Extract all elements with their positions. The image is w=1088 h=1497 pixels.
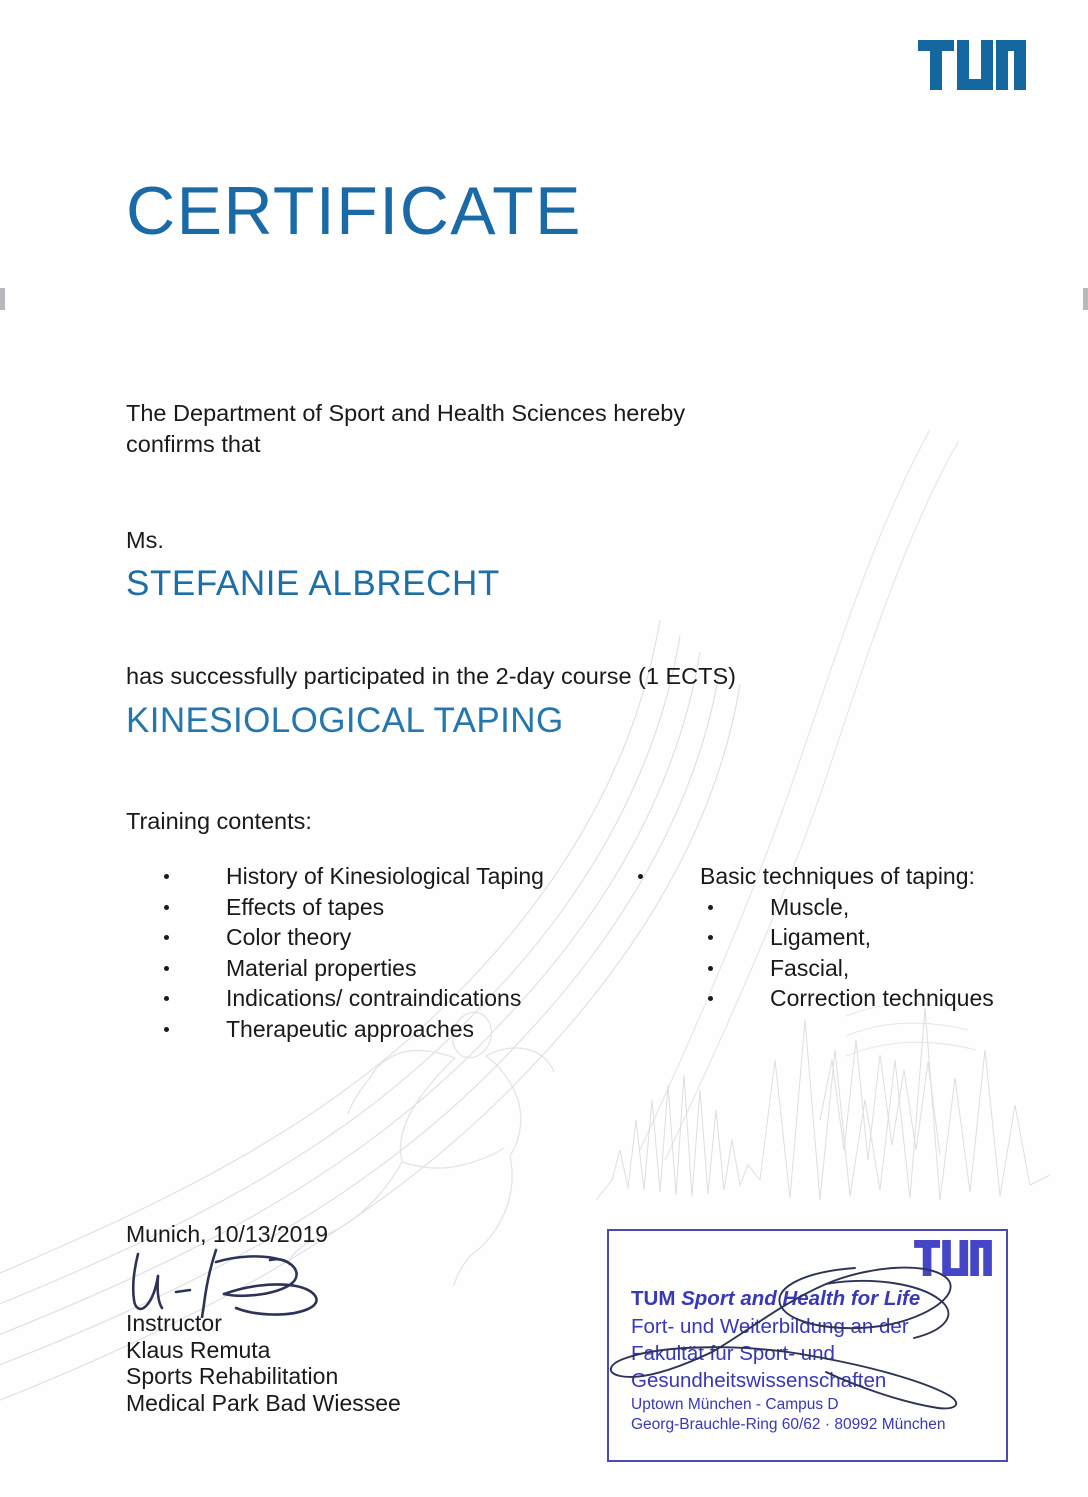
signer-name: Klaus Remuta bbox=[126, 1336, 271, 1363]
list-item bbox=[700, 953, 1050, 984]
signer-details bbox=[126, 1310, 401, 1416]
list-item-label: Basic techniques of taping: bbox=[700, 863, 975, 889]
list-item bbox=[156, 922, 636, 953]
signer-institution: Medical Park Bad Wiessee bbox=[126, 1389, 401, 1416]
training-contents-list bbox=[156, 861, 636, 1044]
list-item bbox=[156, 953, 636, 984]
stamp-tagline bbox=[631, 1287, 920, 1311]
signer-role: Instructor bbox=[126, 1310, 222, 1336]
stamp-address-line-2: Georg-Brauchle-Ring 60/62 · 80992 München bbox=[631, 1416, 946, 1433]
bullet-icon bbox=[708, 905, 713, 910]
taping-techniques-sublist bbox=[700, 892, 1050, 1014]
bullet-icon bbox=[164, 1027, 169, 1032]
list-item-label: Indications/ contraindications bbox=[226, 985, 522, 1011]
recipient-name: STEFANIE ALBRECHT bbox=[126, 564, 500, 603]
bullet-icon bbox=[164, 935, 169, 940]
list-item bbox=[156, 861, 636, 892]
list-item bbox=[156, 983, 636, 1014]
intro-text bbox=[126, 398, 886, 460]
intro-line-2: confirms that bbox=[126, 431, 261, 457]
training-contents-right-column bbox=[630, 861, 1050, 1014]
page-title: CERTIFICATE bbox=[126, 173, 583, 249]
list-item bbox=[156, 1014, 636, 1045]
signer-department: Sports Rehabilitation bbox=[126, 1363, 339, 1389]
stamp-brand: TUM bbox=[631, 1287, 682, 1310]
list-item-label: Color theory bbox=[226, 924, 352, 950]
list-item bbox=[700, 922, 1050, 953]
list-item bbox=[156, 892, 636, 923]
list-item-label: Correction techniques bbox=[770, 985, 994, 1011]
training-contents-label: Training contents: bbox=[126, 808, 312, 834]
list-item-label: History of Kinesiological Taping bbox=[226, 863, 544, 889]
stamp-address bbox=[631, 1395, 946, 1435]
bullet-icon bbox=[708, 996, 713, 1001]
bullet-icon bbox=[164, 996, 169, 1001]
stamp-slogan: Sport and Health for Life bbox=[681, 1287, 921, 1310]
intro-line-1: The Department of Sport and Health Sciences hereby bbox=[126, 400, 686, 426]
bullet-icon bbox=[164, 874, 169, 879]
bullet-icon bbox=[708, 935, 713, 940]
list-item-label: Muscle, bbox=[770, 893, 850, 920]
stamp-description bbox=[631, 1313, 909, 1394]
scan-edge-mark-right bbox=[1083, 288, 1088, 310]
salutation: Ms. bbox=[126, 527, 164, 553]
course-title: KINESIOLOGICAL TAPING bbox=[126, 701, 564, 740]
stamp-line-1: Fort- und Weiterbildung an der bbox=[631, 1315, 909, 1338]
list-item bbox=[630, 861, 1050, 1014]
list-item-label: Therapeutic approaches bbox=[226, 1015, 475, 1042]
stamp-line-2: Fakultät für Sport- und bbox=[631, 1342, 835, 1365]
list-item-label: Material properties bbox=[226, 954, 417, 981]
list-item bbox=[700, 983, 1050, 1014]
stamp-tum-logo bbox=[914, 1240, 992, 1276]
bullet-icon bbox=[164, 966, 169, 971]
bullet-icon bbox=[708, 966, 713, 971]
place-and-date: Munich, 10/13/2019 bbox=[126, 1221, 329, 1247]
bullet-icon bbox=[638, 874, 643, 879]
tum-logo bbox=[918, 40, 1026, 90]
participation-text: has successfully participated in the 2-day course (1 ECTS) bbox=[126, 663, 736, 689]
scan-edge-mark-left bbox=[0, 288, 5, 310]
stamp-line-3: Gesundheitswissenschaften bbox=[631, 1369, 887, 1392]
training-contents-left-column bbox=[156, 861, 636, 1044]
taping-techniques-list bbox=[630, 861, 1050, 1014]
list-item bbox=[700, 892, 1050, 923]
handwritten-signature bbox=[120, 1246, 360, 1318]
list-item-label: Fascial, bbox=[770, 954, 850, 981]
list-item-label: Ligament, bbox=[770, 924, 872, 950]
list-item-label: Effects of tapes bbox=[226, 893, 385, 920]
bullet-icon bbox=[164, 905, 169, 910]
official-stamp bbox=[607, 1229, 1008, 1462]
stamp-address-line-1: Uptown München - Campus D bbox=[631, 1396, 839, 1413]
